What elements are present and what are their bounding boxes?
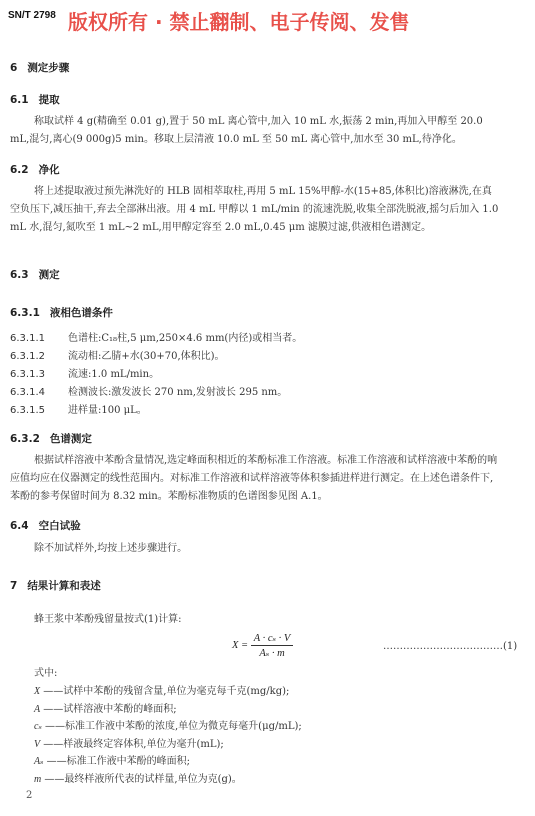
variable-row <box>34 771 302 789</box>
section-number: 6.2 <box>10 164 29 176</box>
section-number: 6.3.2 <box>10 433 40 445</box>
item-number: 6.3.1.4 <box>10 387 45 398</box>
variable-description: ——样液最终定容体积,单位为毫升(mL); <box>43 738 224 750</box>
item-text: 流速:1.0 mL/min。 <box>68 369 160 380</box>
paragraph-calculation-intro: 蜂王浆中苯酚残留量按式(1)计算: <box>34 614 182 625</box>
paragraph-extraction: 称取试样 4 g(精确至 0.01 g),置于 50 mL 离心管中,加入 10 mL 水,振荡 2 min,再加入甲醇至 20.0 mL,混匀,离心(9 000g)5 min。移取上层清液 10.0 mL 至 50 mL 离心管中,加水至 30 mL,待净化。 <box>10 116 483 145</box>
formula-denominator: Aₛ · m <box>259 648 285 659</box>
list-item <box>10 401 147 416</box>
section-7-heading <box>10 578 101 593</box>
variable-row <box>34 736 302 754</box>
formula-number: ………………………………(1) <box>383 641 518 652</box>
variable-symbol: m <box>34 773 42 785</box>
section-title: 净化 <box>38 164 60 176</box>
section-6-3-heading <box>10 267 60 282</box>
formula-lhs: X = <box>232 639 249 651</box>
paragraph-chromatography: 根据试样溶液中苯酚含量情况,选定峰面积相近的苯酚标准工作溶液。标准工作溶液和试样溶液中苯酚的响应值均应在仪器测定的线性范围内。对标准工作溶液和试样溶液等体积参插进样进行测定。在上述色谱条件下,苯酚的参考保留时间为 8.32 min。苯酚标准物质的色谱图参见图 A.1。 <box>10 455 498 502</box>
variable-description: ——最终样液所代表的试样量,单位为克(g)。 <box>44 773 242 785</box>
section-title: 测定步骤 <box>27 62 70 74</box>
variable-symbol: cₛ <box>34 721 42 733</box>
variable-symbol: A <box>34 703 41 715</box>
variable-symbol: Aₛ <box>34 756 44 768</box>
section-6-3-1-heading <box>10 305 113 320</box>
item-text: 流动相:乙腈+水(30+70,体积比)。 <box>68 351 225 362</box>
section-number: 6.4 <box>10 520 29 532</box>
variable-row <box>34 683 302 701</box>
formula-numerator: A · cₛ · V <box>251 632 294 646</box>
section-6-1-heading <box>10 92 60 107</box>
section-6-heading <box>10 60 69 75</box>
page-number: 2 <box>26 790 33 801</box>
variable-description: ——标准工作液中苯酚的峰面积; <box>46 756 191 768</box>
section-6-4-heading <box>10 518 81 533</box>
variable-description: ——试样中苯酚的残留含量,单位为毫克每千克(mg/kg); <box>43 686 290 697</box>
list-item <box>10 383 287 398</box>
item-text: 检测波长:激发波长 270 nm,发射波长 295 nm。 <box>68 387 288 398</box>
section-title: 色谱测定 <box>49 433 92 445</box>
section-6-3-2-heading <box>10 431 92 446</box>
watermark: 版权所有 · 禁止翻制、电子传阅、发售 <box>68 10 410 34</box>
item-text: 色谱柱:C₁₈柱,5 μm,250×4.6 mm(内径)或相当者。 <box>68 333 303 344</box>
standard-code: SN/T 2798 <box>8 10 56 21</box>
variable-row <box>34 718 302 736</box>
formula <box>232 632 293 659</box>
variable-description: ——试样溶液中苯酚的峰面积; <box>43 703 177 715</box>
variable-list <box>34 683 302 789</box>
item-number: 6.3.1.5 <box>10 405 45 416</box>
section-title: 结果计算和表述 <box>27 580 101 592</box>
variable-row <box>34 753 302 771</box>
paragraph-blank-test: 除不加试样外,均按上述步骤进行。 <box>34 543 188 554</box>
section-number: 6.3.1 <box>10 307 40 319</box>
list-item <box>10 329 302 344</box>
section-title: 测定 <box>38 269 60 281</box>
item-number: 6.3.1.3 <box>10 369 45 380</box>
section-number: 6 <box>10 62 18 74</box>
variable-symbol: X <box>34 686 41 697</box>
section-title: 提取 <box>38 94 60 106</box>
list-item <box>10 347 225 362</box>
item-number: 6.3.1.1 <box>10 333 45 344</box>
list-item <box>10 365 159 380</box>
section-title: 空白试验 <box>38 520 81 532</box>
section-number: 6.3 <box>10 269 29 281</box>
section-number: 6.1 <box>10 94 29 106</box>
variable-description: ——标准工作液中苯酚的浓度,单位为微克每毫升(μg/mL); <box>45 721 302 733</box>
section-title: 液相色谱条件 <box>49 307 113 319</box>
paragraph-purification: 将上述提取液过预先淋洗好的 HLB 固相萃取柱,再用 5 mL 15%甲醇-水(15+85,体积比)溶液淋洗,在真空负压下,减压抽干,弃去全部淋出液。用 4 mL 甲醇以 1 mL/min 的流速洗脱,收集全部洗脱液,摇匀后加入 1.0 mL 水,混匀,氮吹至 1 mL~2 mL,用甲醇定容至 2.0 mL,0.45 μm 滤膜过滤,供液相色谱测定。 <box>10 186 499 233</box>
section-6-2-heading <box>10 162 60 177</box>
item-text: 进样量:100 μL。 <box>68 405 147 416</box>
formula-fraction <box>251 632 294 659</box>
section-number: 7 <box>10 580 18 592</box>
variable-row <box>34 701 302 719</box>
item-number: 6.3.1.2 <box>10 351 45 362</box>
variable-symbol: V <box>34 738 41 750</box>
where-label: 式中: <box>34 668 58 679</box>
